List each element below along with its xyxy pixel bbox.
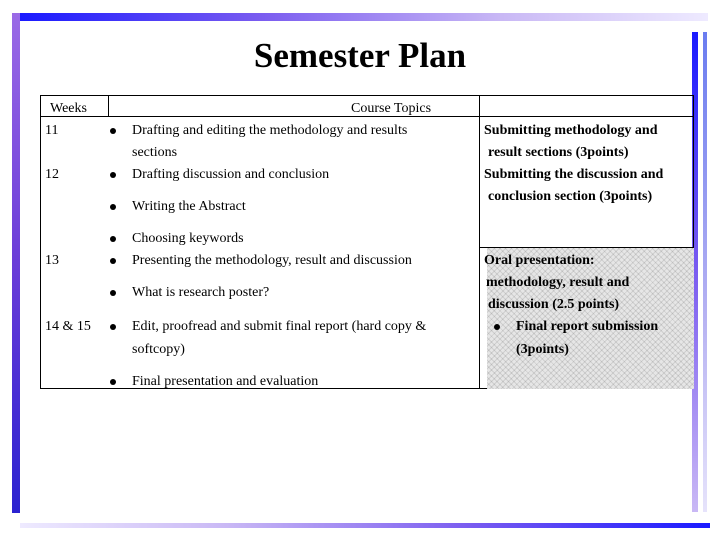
top-border-bar: [20, 13, 708, 21]
page-title: Semester Plan: [253, 36, 467, 75]
bullet-icon: [110, 258, 116, 264]
assessment-cell-divider: [479, 247, 694, 248]
week-label-12: 12: [45, 167, 59, 182]
bullet-icon: [110, 128, 116, 134]
assessment-line: Submitting methodology and: [484, 123, 658, 138]
weeks-header: Weeks: [50, 101, 87, 116]
topic-item: Presenting the methodology, result and discussion: [132, 253, 412, 268]
topic-item: Writing the Abstract: [132, 199, 246, 214]
topic-item: Edit, proofread and submit final report (hard copy &: [132, 319, 427, 334]
assessment-line: Submitting the discussion and: [484, 167, 664, 182]
topic-item: Final presentation and evaluation: [132, 374, 319, 389]
week-label-14-15: 14 & 15: [45, 319, 91, 334]
bottom-border-bar: [20, 523, 710, 528]
bullet-icon: [110, 290, 116, 296]
assessment-line: conclusion section (3points): [488, 189, 653, 204]
bullet-icon: [110, 204, 116, 210]
right-border-bar-secondary: [703, 32, 707, 512]
assessment-line: (3points): [516, 342, 569, 357]
topic-item-continued: sections: [132, 145, 178, 160]
assessment-line: discussion (2.5 points): [488, 297, 620, 312]
bullet-icon: [110, 172, 116, 178]
topics-header: Course Topics: [351, 101, 432, 116]
left-border-bar: [12, 13, 20, 513]
bullet-icon: [110, 324, 116, 330]
topic-item: Drafting and editing the methodology and results: [132, 123, 408, 138]
bullet-icon: [110, 236, 116, 242]
bullet-icon: [110, 379, 116, 385]
week-label-13: 13: [45, 253, 59, 268]
assessment-line: Final report submission: [516, 319, 659, 334]
assessment-line: Oral presentation:: [484, 253, 595, 268]
weeks-column-divider: [108, 95, 109, 117]
topic-item: What is research poster?: [132, 285, 270, 300]
bullet-icon: [494, 324, 500, 330]
topic-item: Drafting discussion and conclusion: [132, 167, 330, 182]
week-label-11: 11: [45, 123, 59, 138]
assessment-line: methodology, result and: [486, 275, 630, 290]
assessment-column-divider: [479, 95, 480, 389]
topic-item: Choosing keywords: [132, 231, 244, 246]
topic-item-continued: softcopy): [132, 342, 185, 357]
assessment-line: result sections (3points): [488, 145, 629, 160]
